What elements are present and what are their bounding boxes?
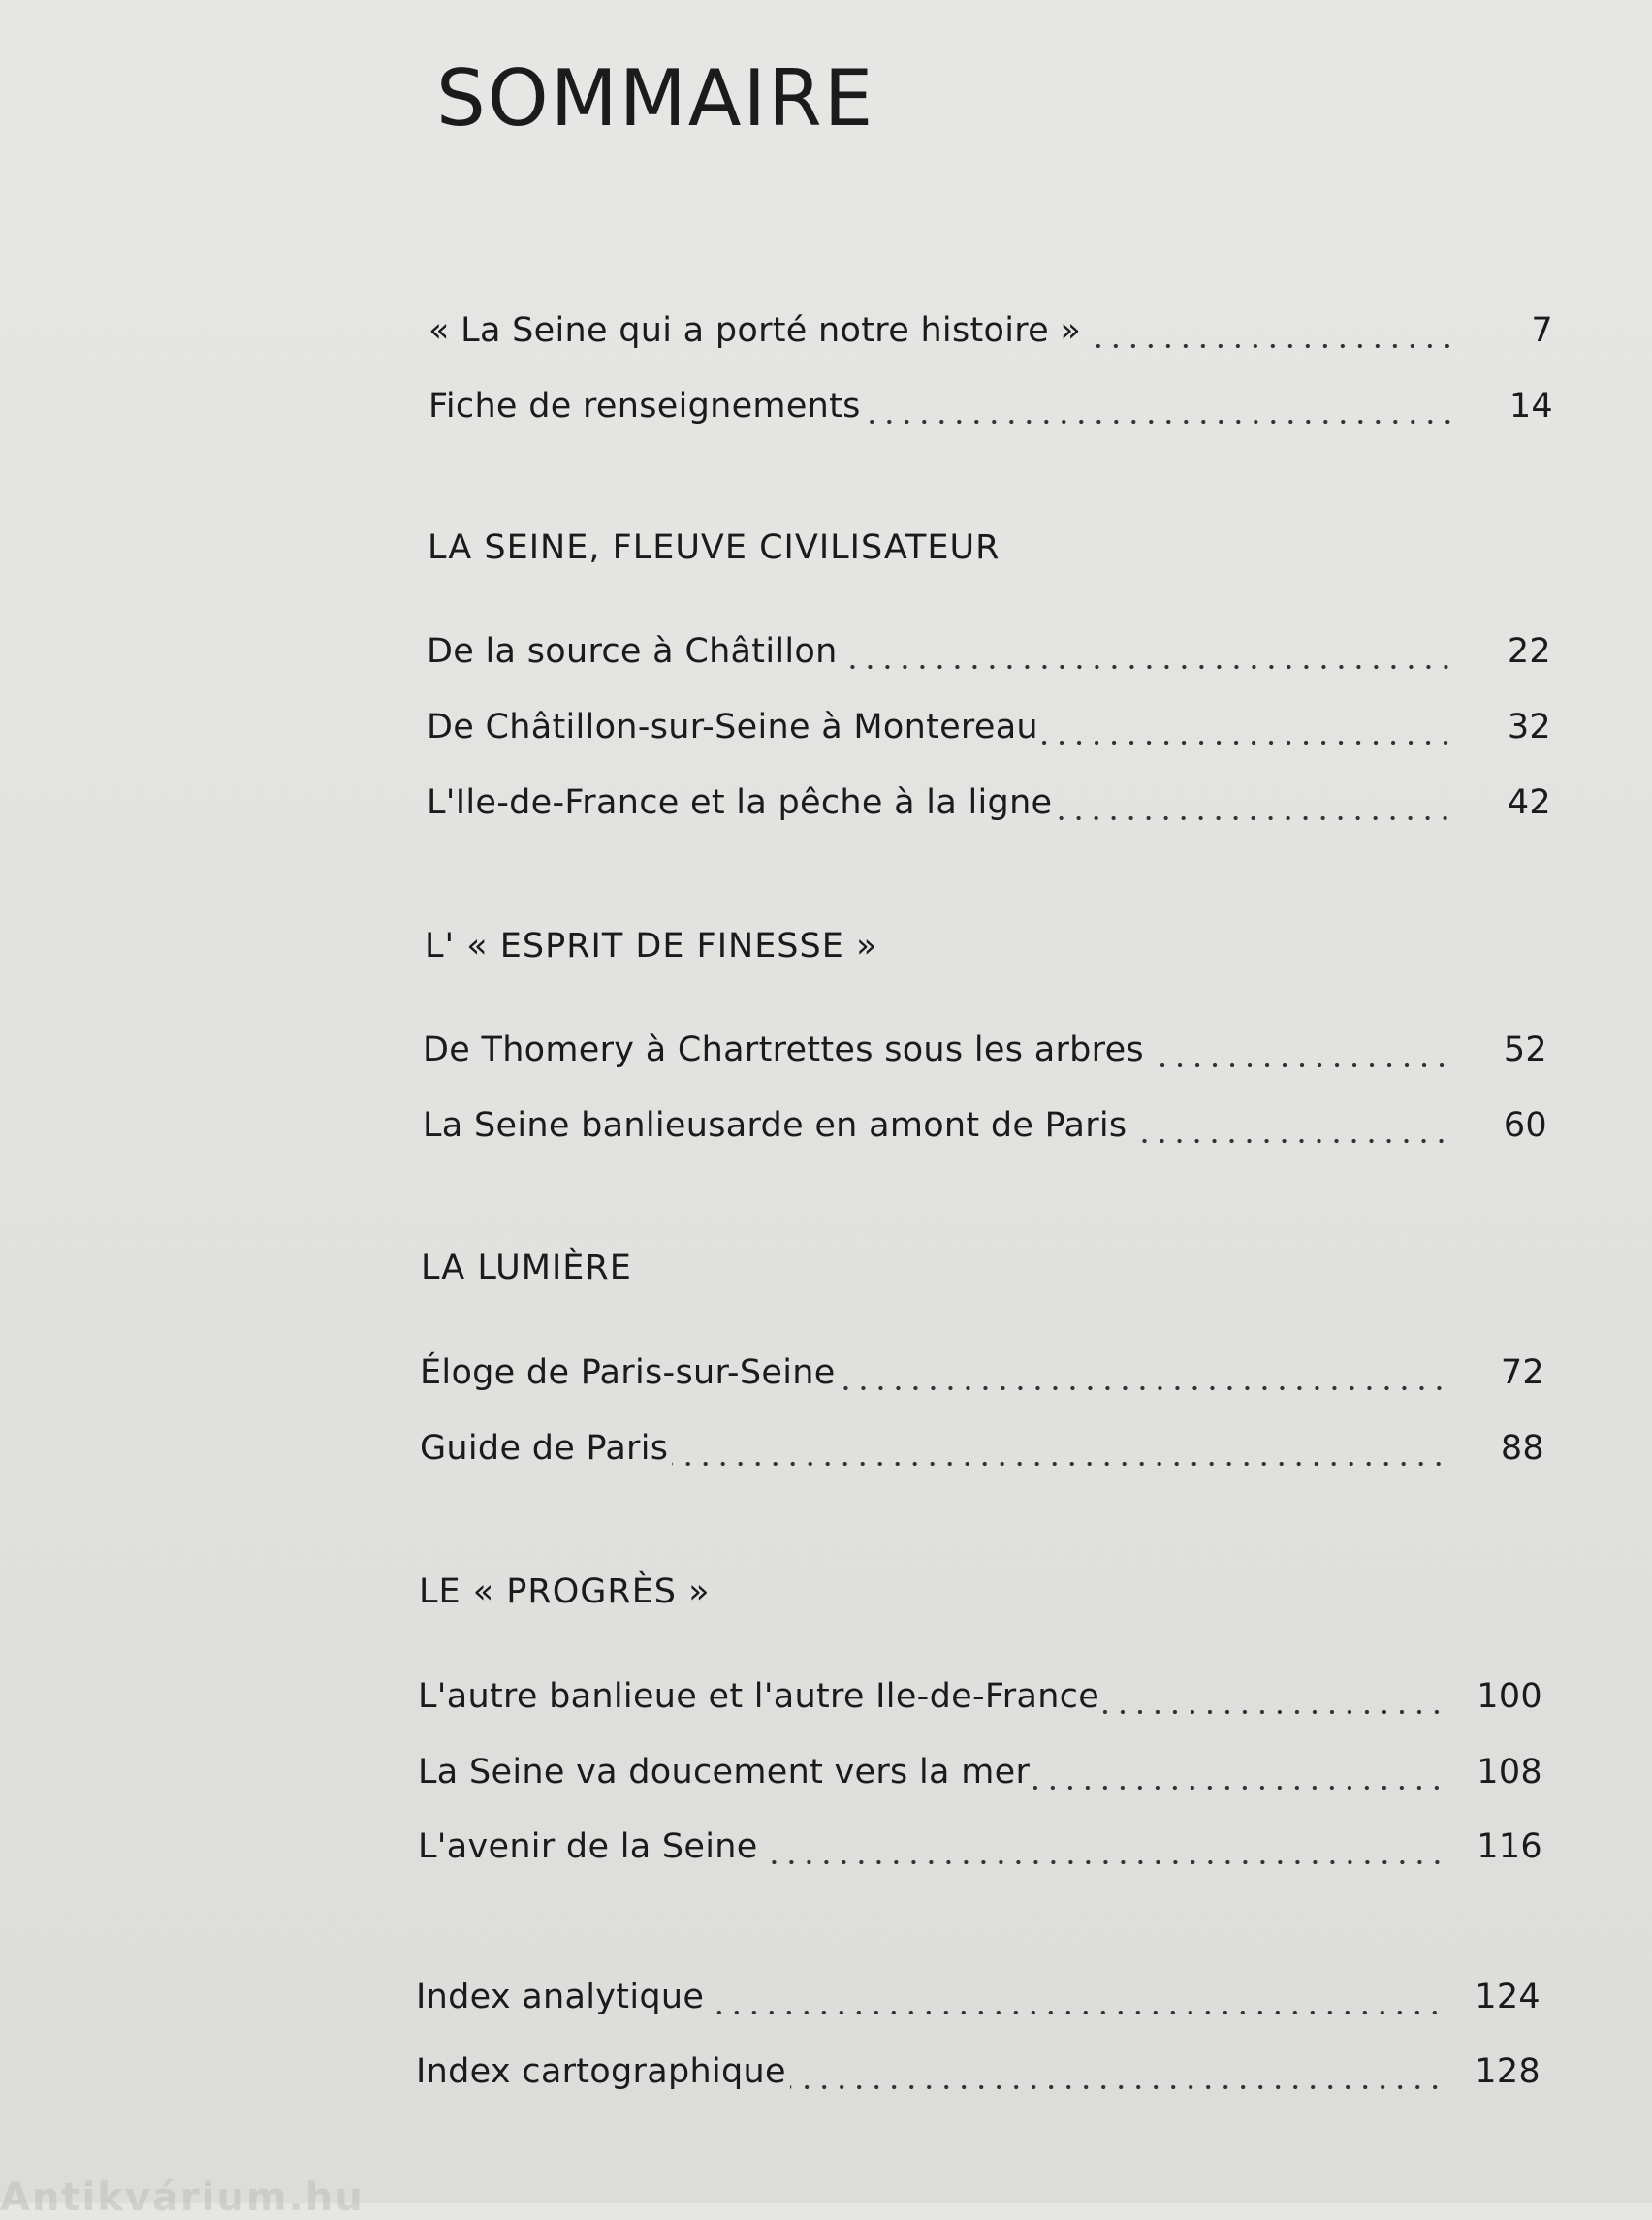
dot-leader bbox=[1056, 794, 1454, 823]
toc-entry-label: Index cartographique bbox=[416, 2052, 786, 2091]
dot-leader bbox=[865, 397, 1456, 427]
dot-leader bbox=[1042, 718, 1454, 747]
toc-entry bbox=[418, 1744, 1542, 1792]
toc-entry bbox=[420, 1420, 1544, 1469]
toc-entry bbox=[427, 623, 1551, 672]
toc-entry-label: L'Ile-de-France et la pêche à la ligne bbox=[427, 783, 1053, 822]
toc-entry bbox=[418, 1819, 1542, 1867]
toc-entry-label: La Seine va doucement vers la mer bbox=[418, 1753, 1031, 1792]
toc-entry bbox=[429, 378, 1553, 427]
toc-entry bbox=[416, 1969, 1541, 2017]
toc-entry bbox=[423, 1022, 1547, 1070]
dot-leader bbox=[1103, 1688, 1446, 1717]
toc-entry-page: 42 bbox=[1507, 783, 1551, 822]
toc-entry-label: De la source à Châtillon bbox=[427, 632, 838, 671]
toc-entry-page: 14 bbox=[1509, 387, 1553, 426]
toc-entry-page: 7 bbox=[1531, 311, 1553, 350]
toc-entry-page: 22 bbox=[1507, 632, 1551, 671]
toc-entry-page: 124 bbox=[1475, 1978, 1541, 2016]
dot-leader bbox=[840, 1364, 1447, 1393]
dot-leader bbox=[1085, 322, 1456, 351]
dot-leader bbox=[1130, 1117, 1450, 1146]
toc-entry-label: De Châtillon-sur-Seine à Montereau bbox=[427, 708, 1038, 746]
toc-entry bbox=[420, 1345, 1544, 1393]
dot-leader bbox=[708, 1988, 1444, 2017]
dot-leader bbox=[1148, 1041, 1450, 1070]
section-heading: LE « PROGRÈS » bbox=[419, 1572, 711, 1611]
toc-entry-label: L'avenir de la Seine bbox=[418, 1827, 758, 1866]
toc-entry bbox=[418, 1668, 1542, 1717]
toc-entry-label: La Seine banlieusarde en amont de Paris bbox=[423, 1106, 1128, 1145]
toc-entry-label: Index analytique bbox=[416, 1978, 705, 2016]
toc-entry-label: Guide de Paris bbox=[420, 1429, 669, 1468]
toc-entry-page: 52 bbox=[1503, 1031, 1547, 1069]
toc-entry-page: 128 bbox=[1475, 2052, 1541, 2091]
toc-entry bbox=[423, 1097, 1547, 1146]
toc-entry-page: 72 bbox=[1500, 1353, 1544, 1392]
toc-entry-label: De Thomery à Chartrettes sous les arbres bbox=[423, 1031, 1144, 1069]
toc-entry bbox=[429, 302, 1553, 351]
dot-leader bbox=[842, 643, 1454, 672]
toc-entry-label: Fiche de renseignements bbox=[429, 387, 861, 426]
section-heading: LA SEINE, FLEUVE CIVILISATEUR bbox=[428, 528, 1001, 567]
toc-entry-page: 108 bbox=[1477, 1753, 1542, 1792]
toc-entry bbox=[416, 2044, 1541, 2092]
dot-leader bbox=[790, 2063, 1444, 2092]
page-title: SOMMAIRE bbox=[436, 53, 875, 143]
section-heading: L' « ESPRIT DE FINESSE » bbox=[425, 927, 878, 966]
toc-entry-page: 32 bbox=[1507, 708, 1551, 746]
toc-entry-label: L'autre banlieue et l'autre Ile-de-France bbox=[418, 1677, 1100, 1716]
dot-leader bbox=[762, 1838, 1446, 1867]
toc-entry-page: 116 bbox=[1477, 1827, 1542, 1866]
dot-leader bbox=[672, 1440, 1447, 1469]
section-heading: LA LUMIÈRE bbox=[421, 1249, 632, 1287]
toc-entry-page: 100 bbox=[1477, 1677, 1542, 1716]
toc-entry bbox=[427, 775, 1551, 823]
toc-entry-page: 88 bbox=[1500, 1429, 1544, 1468]
dot-leader bbox=[1033, 1763, 1446, 1792]
toc-entry-label: Éloge de Paris-sur-Seine bbox=[420, 1353, 836, 1392]
toc-entry-label: « La Seine qui a porté notre histoire » bbox=[429, 311, 1082, 350]
watermark: Antikvárium.hu bbox=[0, 2175, 365, 2220]
toc-entry bbox=[427, 699, 1551, 747]
toc-entry-page: 60 bbox=[1503, 1106, 1547, 1145]
